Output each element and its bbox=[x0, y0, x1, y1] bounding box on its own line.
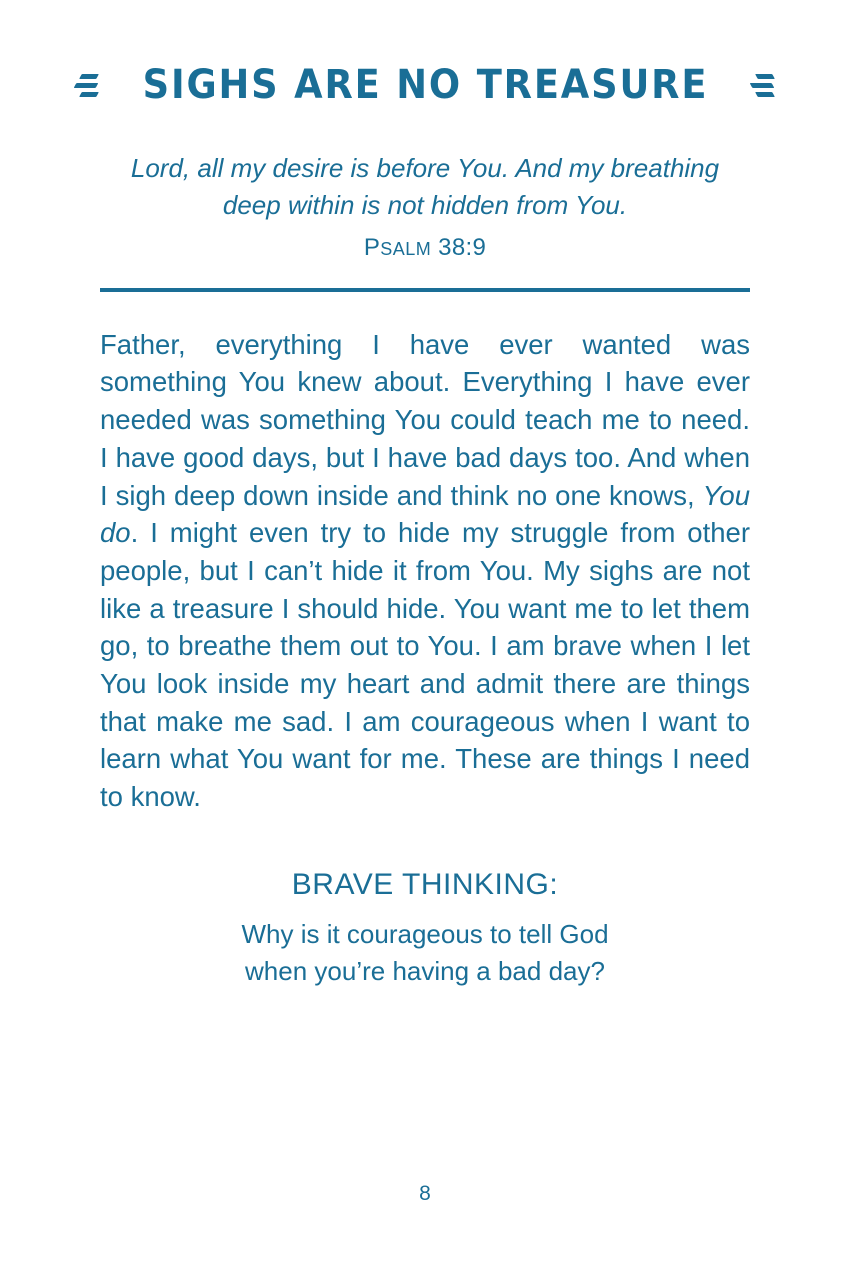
prayer-body-part-1: Father, everything I have ever wanted was something You knew about. Everything I have ever needed was something You could teach me to need. I have good days, but I have bad days too. And when I sigh deep down inside and think no one knows, bbox=[100, 328, 750, 511]
triple-slash-ornament-left-icon bbox=[74, 68, 100, 102]
page-number: 8 bbox=[419, 1182, 431, 1205]
brave-question-line-2: when you’re having a bad day? bbox=[245, 956, 605, 987]
reference-smallcaps: SALM bbox=[380, 238, 432, 259]
book-page bbox=[0, 62, 850, 1262]
triple-slash-ornament-right-icon bbox=[750, 68, 776, 102]
scripture-verse: Lord, all my desire is before You. And my breathing deep within is not hidden from You. bbox=[130, 153, 720, 220]
prayer-body bbox=[100, 326, 750, 816]
prayer-body-emphasis: You do bbox=[100, 479, 750, 549]
scripture-reference bbox=[100, 234, 750, 262]
chapter-title-row bbox=[100, 62, 750, 108]
reference-numbers: 38:9 bbox=[431, 233, 487, 261]
brave-thinking-question bbox=[100, 916, 750, 991]
page-title: SIGHS ARE NO TREASURE bbox=[142, 62, 708, 108]
brave-thinking-heading: BRAVE THINKING: bbox=[291, 867, 559, 901]
prayer-body-part-2: . I might even try to hide my struggle from other people, but I can’t hide it from You. My sighs are not like a treasure I should hide. You want me to let them go, to breathe them out to You. I am brave when I let You look inside my heart and admit there are things that make me sad. I am courageous when I want to learn what You want for me. These are things I need to know. bbox=[100, 517, 750, 812]
brave-question-line-1: Why is it courageous to tell God bbox=[241, 918, 609, 949]
divider-rule bbox=[100, 288, 750, 292]
reference-initial: P bbox=[363, 233, 381, 261]
